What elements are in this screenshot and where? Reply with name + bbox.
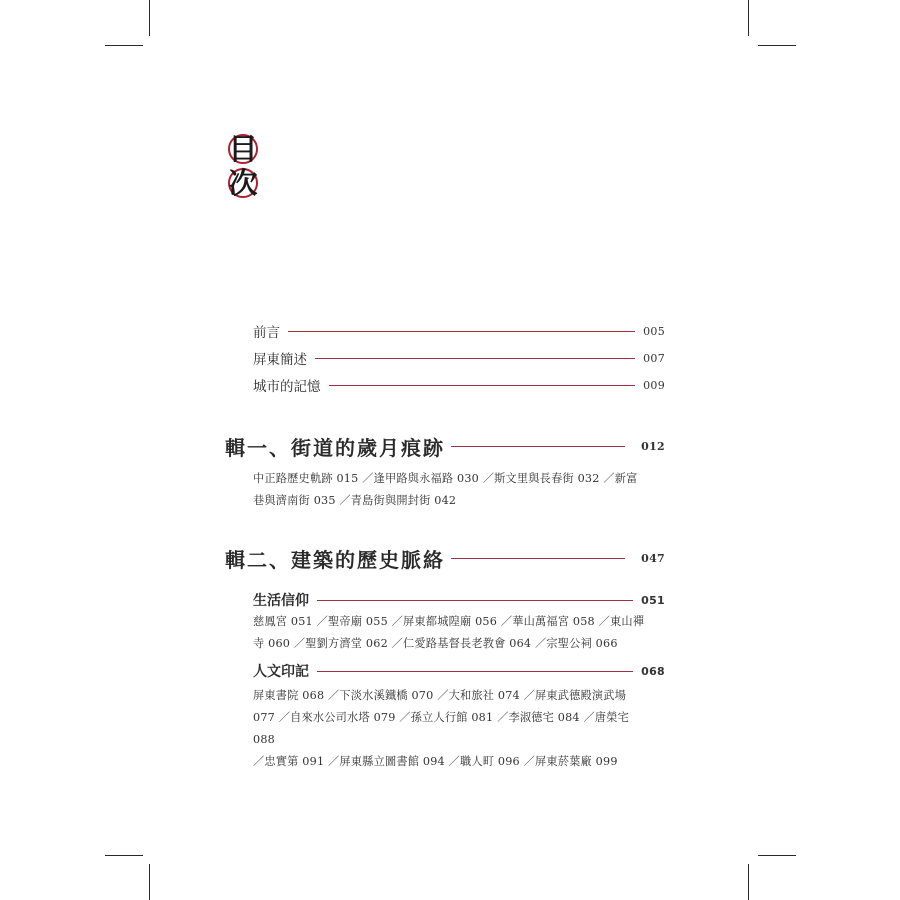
leader-line	[288, 331, 635, 332]
crop-mark	[149, 864, 150, 900]
toc-section-2[interactable]: 輯二、建築的歷史脈絡 047	[225, 548, 665, 572]
toc-subsection-culture[interactable]: 人文印記 068	[253, 664, 665, 680]
crop-mark	[105, 855, 143, 856]
title-char-2: 次	[228, 166, 258, 200]
leader-line	[451, 446, 625, 447]
title-char-1: 目	[228, 132, 258, 166]
leader-line	[317, 600, 633, 601]
crop-mark	[748, 0, 749, 36]
subsection-faith-entries: 慈鳳宮 051 ／聖帝廟 055 ／屏東都城隍廟 056 ／華山萬福宮 058 ／東山禪 寺 060 ／聖劉方濟堂 062 ／仁愛路基督長老教會 064 ／宗聖公祠 066	[253, 615, 645, 650]
crop-mark	[758, 855, 796, 856]
toc-entry-preface[interactable]: 前言 005	[253, 324, 665, 341]
toc-entry-overview[interactable]: 屏東簡述 007	[253, 351, 665, 368]
crop-mark	[748, 864, 749, 900]
crop-mark	[758, 45, 796, 46]
toc-subsection-faith[interactable]: 生活信仰 051	[253, 593, 665, 609]
page-title	[222, 132, 268, 200]
leader-line	[451, 558, 625, 559]
toc-entry-memory[interactable]: 城市的記憶 009	[253, 378, 665, 395]
leader-line	[315, 358, 635, 359]
toc-section-1[interactable]: 輯一、街道的歲月痕跡 012	[225, 436, 665, 460]
subsection-culture-entries: 屏東書院 068 ／下淡水溪鐵橋 070 ／大和旅社 074 ／屏東武德殿演武場 077 ／自來水公司水塔 079 ／孫立人行館 081 ／李淑德宅 084 ／唐榮宅 088 ／忠實第 091 ／屏東縣立圖書館 094 ／職人町 096 ／屏東菸葉廠 099	[253, 689, 630, 768]
leader-line	[329, 385, 636, 386]
section-1-entries: 中正路歷史軌跡 015 ／逢甲路與永福路 030 ／斯文里與長春街 032 ／新富 巷與濟南街 035 ／青島街與開封街 042	[253, 472, 638, 507]
crop-mark	[149, 0, 150, 36]
crop-mark	[105, 45, 143, 46]
leader-line	[317, 671, 633, 672]
